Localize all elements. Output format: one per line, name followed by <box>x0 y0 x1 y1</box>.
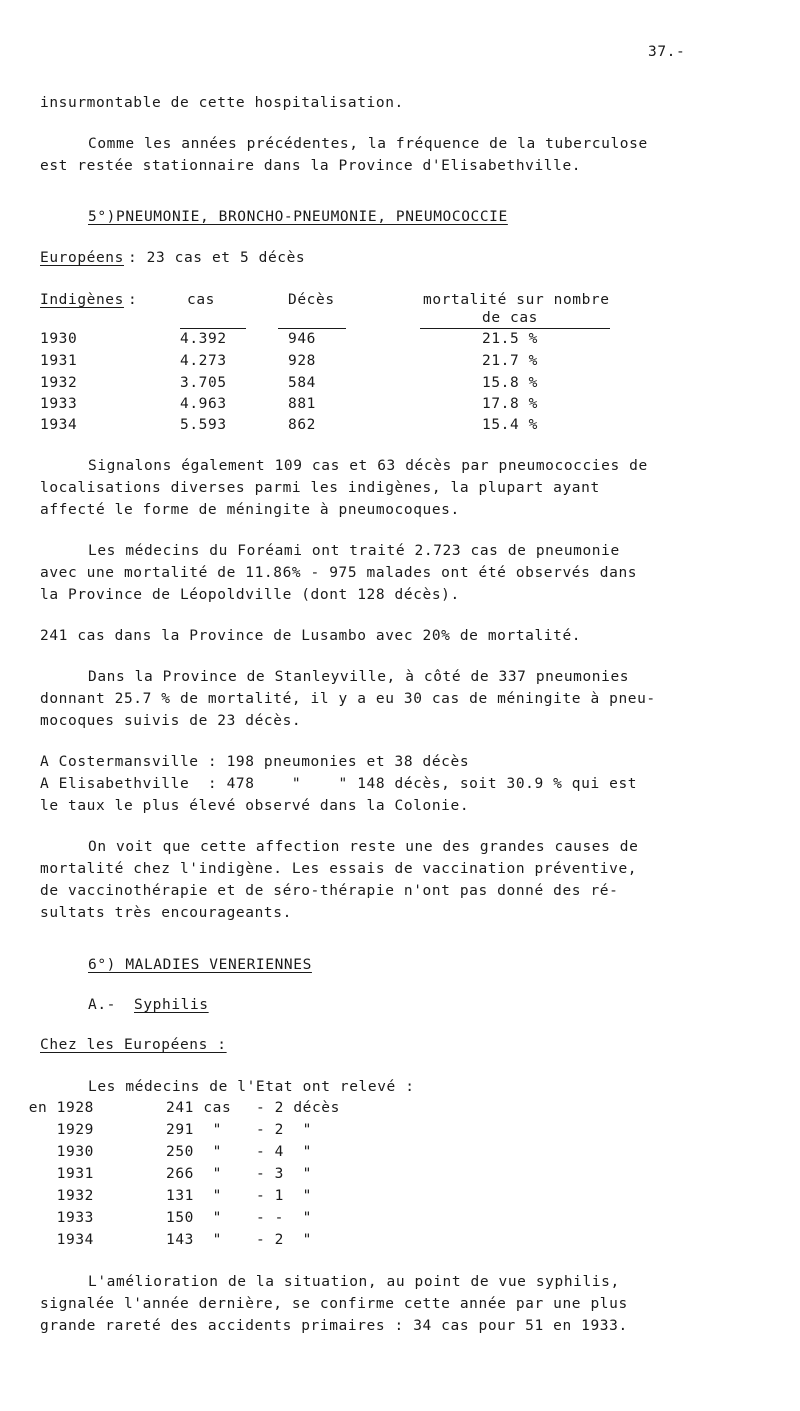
table-cell-deces: - 1 " <box>256 1188 312 1204</box>
table-row-year: 1933 <box>56 1210 94 1226</box>
table-row-year: 1931 <box>56 1166 94 1182</box>
table-cell-mortalite: 21.7 % <box>482 353 538 369</box>
table-cell-deces: - - " <box>256 1210 312 1226</box>
table-cell-deces: 946 <box>288 331 316 347</box>
table-row-year: 1934 <box>56 1232 94 1248</box>
paragraph-line: avec une mortalité de 11.86% - 975 malades ont été observés dans <box>40 565 638 581</box>
table-cell-mortalite: 17.8 % <box>482 396 538 412</box>
table-row-year: 1932 <box>56 1188 94 1204</box>
indigenes-label: Indigènes <box>40 292 124 308</box>
table-cell-deces: - 2 " <box>256 1122 312 1138</box>
paragraph-line: Signalons également 109 cas et 63 décès par pneumococcies de <box>88 458 648 474</box>
header-rule <box>420 328 610 329</box>
table-cell-cas: 131 " <box>166 1188 222 1204</box>
syphilis-intro: Les médecins de l'Etat ont relevé : <box>88 1079 415 1095</box>
table-cell-cas: 3.705 <box>180 375 227 391</box>
table-cell-mortalite: 15.8 % <box>482 375 538 391</box>
table-cell-deces: 584 <box>288 375 316 391</box>
table-row-year: 1930 <box>40 331 78 347</box>
table-row-year: 1933 <box>40 396 78 412</box>
paragraph-line: Dans la Province de Stanleyville, à côté de 337 pneumonies <box>88 669 630 685</box>
paragraph-line: Les médecins du Foréami ont traité 2.723 cas de pneumonie <box>88 543 620 559</box>
table-cell-deces: 862 <box>288 417 316 433</box>
paragraph-line: mortalité chez l'indigène. Les essais de vaccination préventive, <box>40 861 638 877</box>
table-row-year: 1934 <box>40 417 78 433</box>
column-header-cas: cas <box>187 292 215 308</box>
table-row-year: 1929 <box>56 1122 94 1138</box>
column-header-deces: Décès <box>288 292 335 308</box>
table-row-year: 1930 <box>56 1144 94 1160</box>
table-cell-deces: 881 <box>288 396 316 412</box>
paragraph-line: A Costermansville : 198 pneumonies et 38 décès <box>40 754 470 770</box>
table-cell-cas: 4.273 <box>180 353 227 369</box>
intro-line: est restée stationnaire dans la Province d'Elisabethville. <box>40 158 582 174</box>
paragraph-line: On voit que cette affection reste une des grandes causes de <box>88 839 639 855</box>
subsection-prefix: A.- <box>88 997 126 1013</box>
table-cell-cas: 291 " <box>166 1122 222 1138</box>
table-cell-cas: 143 " <box>166 1232 222 1248</box>
europeens-label: Européens <box>40 250 124 266</box>
paragraph-line: mocoques suivis de 23 décès. <box>40 713 302 729</box>
paragraph-line: grande rareté des accidents primaires : 34 cas pour 51 en 1933. <box>40 1318 628 1334</box>
paragraph-line: localisations diverses parmi les indigènes, la plupart ayant <box>40 480 600 496</box>
table-cell-mortalite: 21.5 % <box>482 331 538 347</box>
indigenes-colon: : <box>128 292 138 308</box>
paragraph-line: le taux le plus élevé observé dans la Colonie. <box>40 798 470 814</box>
header-rule <box>180 328 246 329</box>
paragraph-line: la Province de Léopoldville (dont 128 décès). <box>40 587 460 603</box>
europeens-summary: : 23 cas et 5 décès <box>128 250 306 266</box>
paragraph-line: signalée l'année dernière, se confirme cette année par une plus <box>40 1296 628 1312</box>
table-cell-deces: - 2 " <box>256 1232 312 1248</box>
table-cell-cas: 241 cas <box>166 1100 232 1116</box>
table-cell-deces: - 2 décès <box>256 1100 340 1116</box>
page-number: 37.- <box>648 44 686 60</box>
paragraph-line: donnant 25.7 % de mortalité, il y a eu 30 cas de méningite à pneu- <box>40 691 656 707</box>
paragraph-line: affecté le forme de méningite à pneumocoques. <box>40 502 460 518</box>
table-row-year: en 1928 <box>28 1100 94 1116</box>
section-5-heading: 5°)PNEUMONIE, BRONCHO-PNEUMONIE, PNEUMOCOCCIE <box>88 209 508 225</box>
table-cell-cas: 266 " <box>166 1166 222 1182</box>
subsection-syphilis: Syphilis <box>134 997 209 1013</box>
table-cell-cas: 250 " <box>166 1144 222 1160</box>
table-cell-cas: 150 " <box>166 1210 222 1226</box>
table-cell-cas: 4.963 <box>180 396 227 412</box>
chez-europeens-label: Chez les Européens : <box>40 1037 227 1053</box>
paragraph-line: sultats très encourageants. <box>40 905 292 921</box>
intro-line: insurmontable de cette hospitalisation. <box>40 95 404 111</box>
paragraph-line: A Elisabethville : 478 " " 148 décès, soit 30.9 % qui est <box>40 776 638 792</box>
paragraph-line: de vaccinothérapie et de séro-thérapie n'ont pas donné des ré- <box>40 883 619 899</box>
table-cell-deces: 928 <box>288 353 316 369</box>
paragraph-line: 241 cas dans la Province de Lusambo avec 20% de mortalité. <box>40 628 582 644</box>
intro-line: Comme les années précédentes, la fréquence de la tuberculose <box>88 136 648 152</box>
table-cell-cas: 4.392 <box>180 331 227 347</box>
column-header-mortalite: mortalité sur nombre <box>423 292 610 308</box>
table-cell-cas: 5.593 <box>180 417 227 433</box>
header-rule <box>278 328 346 329</box>
section-6-heading: 6°) MALADIES VENERIENNES <box>88 957 312 973</box>
table-cell-deces: - 4 " <box>256 1144 312 1160</box>
table-cell-deces: - 3 " <box>256 1166 312 1182</box>
paragraph-line: L'amélioration de la situation, au point de vue syphilis, <box>88 1274 620 1290</box>
table-row-year: 1932 <box>40 375 78 391</box>
table-row-year: 1931 <box>40 353 78 369</box>
table-cell-mortalite: 15.4 % <box>482 417 538 433</box>
column-header-mortalite-2: de cas <box>482 310 538 326</box>
